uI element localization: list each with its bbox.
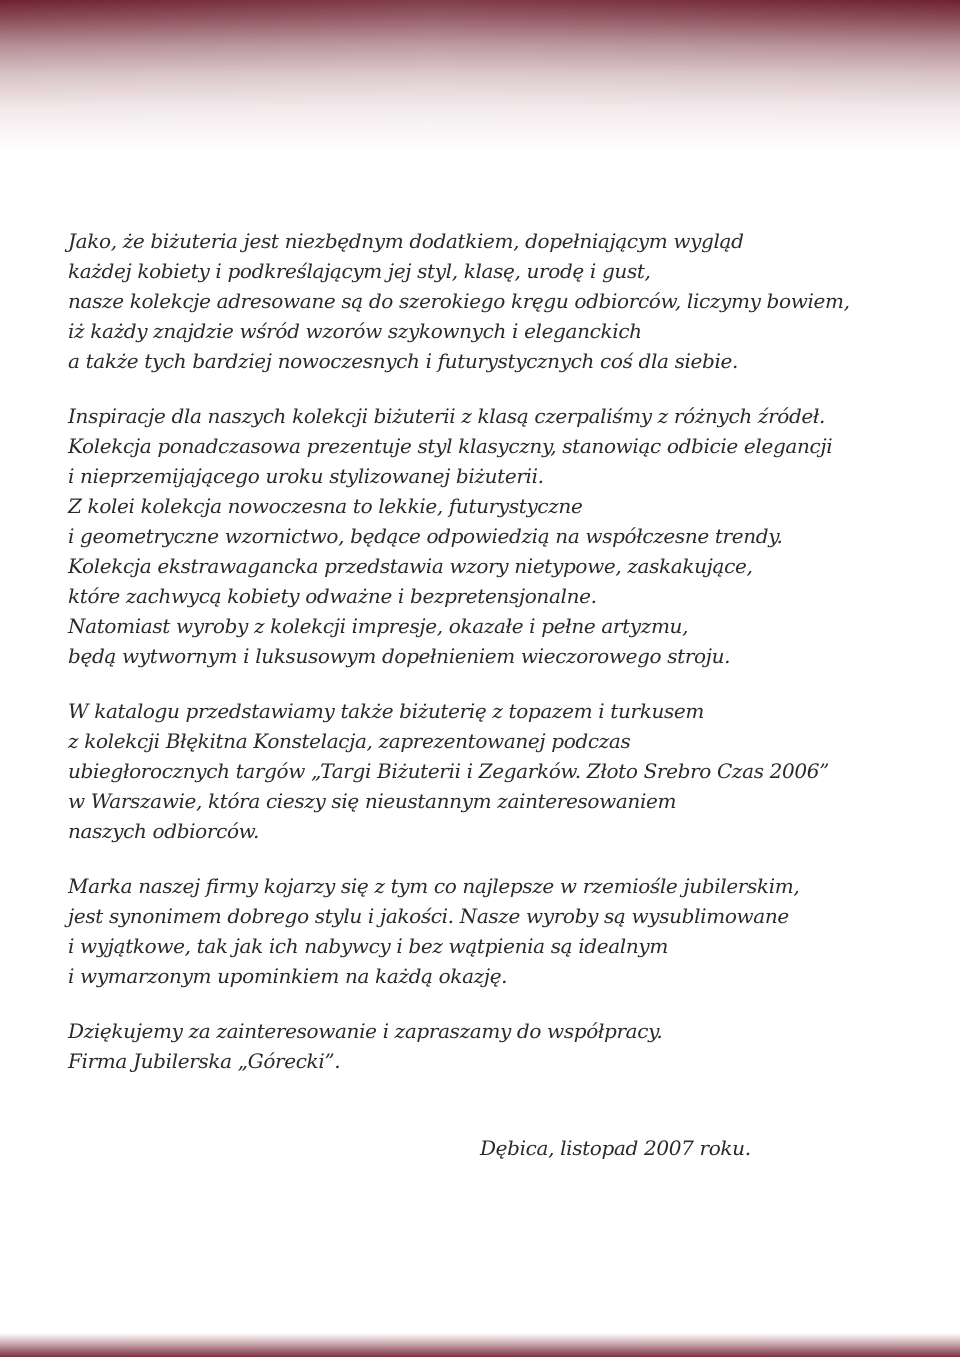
text-line: a także tych bardziej nowoczesnych i futurystycznych coś dla siebie. [68,349,739,373]
signoff-place-date: Dębica, listopad 2007 roku. [480,1136,751,1160]
paragraph-intro [68,226,858,376]
header-decorative-band [0,0,960,150]
paragraph-collections [68,401,858,671]
text-line: które zachwycą kobiety odważne i bezpretensjonalne. [68,584,597,608]
text-line: w Warszawie, która cieszy się nieustannym zainteresowaniem [68,789,677,813]
footer-decorative-band [0,1333,960,1357]
text-line: Kolekcja ekstrawagancka przedstawia wzory nietypowe, zaskakujące, [68,554,753,578]
paragraph-thanks [68,1016,858,1076]
text-line: Jako, że biżuteria jest niezbędnym dodatkiem, dopełniającym wygląd [68,229,744,253]
letter-body [68,226,858,1101]
paragraph-catalog [68,696,858,846]
text-line: W katalogu przedstawiamy także biżuterię z topazem i turkusem [68,699,705,723]
text-line: jest synonimem dobrego stylu i jakości. Nasze wyroby są wysublimowane [68,904,789,928]
text-line: Natomiast wyroby z kolekcji impresje, okazałe i pełne artyzmu, [68,614,689,638]
text-line: i wyjątkowe, tak jak ich nabywcy i bez wątpienia są idealnym [68,934,668,958]
text-line: i geometryczne wzornictwo, będące odpowiedzią na współczesne trendy. [68,524,783,548]
text-line: z kolekcji Błękitna Konstelacja, zaprezentowanej podczas [68,729,631,753]
text-line: będą wytwornym i luksusowym dopełnieniem wieczorowego stroju. [68,644,731,668]
text-line: Z kolei kolekcja nowoczesna to lekkie, futurystyczne [68,494,583,518]
text-line: nasze kolekcje adresowane są do szerokiego kręgu odbiorców, liczymy bowiem, [68,289,850,313]
text-line: i wymarzonym upominkiem na każdą okazję. [68,964,508,988]
paragraph-brand [68,871,858,991]
text-line: naszych odbiorców. [68,819,260,843]
text-line: Marka naszej firmy kojarzy się z tym co najlepsze w rzemiośle jubilerskim, [68,874,800,898]
text-line: Firma Jubilerska „Górecki”. [68,1049,341,1073]
text-line: ubiegłorocznych targów „Targi Biżuterii i Zegarków. Złoto Srebro Czas 2006” [68,759,829,783]
text-line: Kolekcja ponadczasowa prezentuje styl klasyczny, stanowiąc odbicie elegancji [68,434,833,458]
text-line: Dziękujemy za zainteresowanie i zapraszamy do współpracy. [68,1019,663,1043]
text-line: i nieprzemijającego uroku stylizowanej biżuterii. [68,464,544,488]
text-line: iż każdy znajdzie wśród wzorów szykownych i eleganckich [68,319,642,343]
text-line: każdej kobiety i podkreślającym jej styl, klasę, urodę i gust, [68,259,651,283]
text-line: Inspiracje dla naszych kolekcji biżuterii z klasą czerpaliśmy z różnych źródeł. [68,404,826,428]
